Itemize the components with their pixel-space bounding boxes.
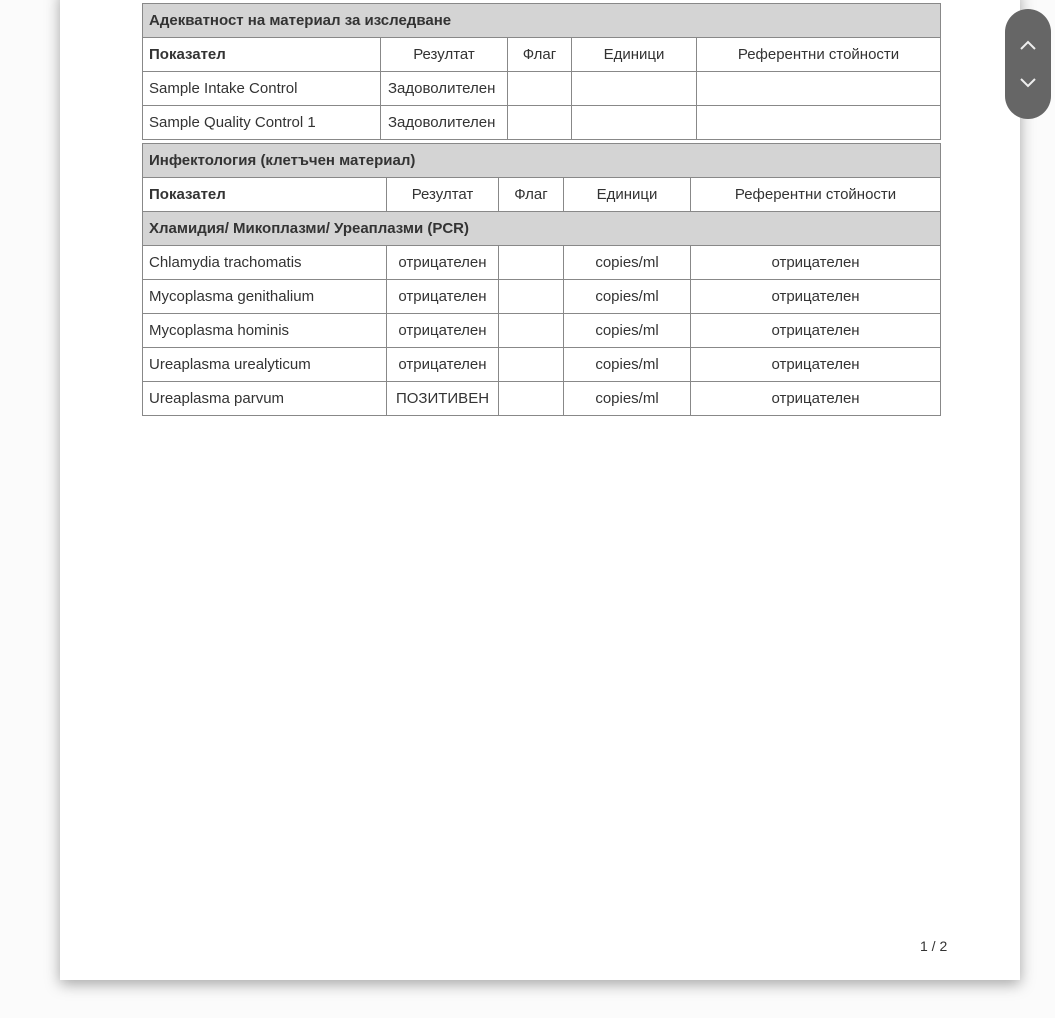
table-cell: copies/ml xyxy=(564,280,691,314)
table-cell: Sample Intake Control xyxy=(143,72,381,106)
table-cell: Mycoplasma genithalium xyxy=(143,280,387,314)
header-cell: Референтни стойности xyxy=(691,178,941,212)
table-cell: copies/ml xyxy=(564,246,691,280)
table-cell: отрицателен xyxy=(691,314,941,348)
table-row xyxy=(143,246,941,280)
section-title: Адекватност на материал за изследване xyxy=(143,4,941,38)
table-cell xyxy=(499,382,564,416)
header-cell: Флаг xyxy=(499,178,564,212)
table-row xyxy=(143,348,941,382)
table-cell: copies/ml xyxy=(564,314,691,348)
table-cell: отрицателен xyxy=(691,246,941,280)
table-cell: Ureaplasma urealyticum xyxy=(143,348,387,382)
chevron-up-icon[interactable] xyxy=(1018,35,1038,55)
table-cell: отрицателен xyxy=(691,348,941,382)
table-cell xyxy=(572,72,697,106)
header-cell: Резултат xyxy=(387,178,499,212)
table-cell xyxy=(499,246,564,280)
chevron-down-icon[interactable] xyxy=(1018,72,1038,92)
header-row xyxy=(143,38,941,72)
document-page xyxy=(60,0,1020,980)
header-cell: Единици xyxy=(572,38,697,72)
table-cell xyxy=(499,314,564,348)
header-cell: Единици xyxy=(564,178,691,212)
table-row xyxy=(143,106,941,140)
header-cell: Резултат xyxy=(381,38,508,72)
table-cell: Задоволителен xyxy=(381,72,508,106)
header-row xyxy=(143,178,941,212)
header-cell: Референтни стойности xyxy=(697,38,941,72)
table-cell: Chlamydia trachomatis xyxy=(143,246,387,280)
table-cell xyxy=(508,72,572,106)
header-cell: Флаг xyxy=(508,38,572,72)
table-row xyxy=(143,72,941,106)
infectology-table xyxy=(142,143,941,416)
table-cell xyxy=(572,106,697,140)
table-cell: Ureaplasma parvum xyxy=(143,382,387,416)
table-row xyxy=(143,280,941,314)
table-cell xyxy=(697,106,941,140)
page-navigation xyxy=(1005,9,1051,119)
page-number: 1 / 2 xyxy=(920,938,948,954)
header-cell: Показател xyxy=(143,38,381,72)
table-cell: отрицателен xyxy=(387,280,499,314)
table-cell: Задоволителен xyxy=(381,106,508,140)
table-row xyxy=(143,314,941,348)
table-cell xyxy=(499,348,564,382)
table-cell: ПОЗИТИВЕН xyxy=(387,382,499,416)
table-cell: copies/ml xyxy=(564,382,691,416)
table-row xyxy=(143,382,941,416)
table-cell: Sample Quality Control 1 xyxy=(143,106,381,140)
specimen-adequacy-table xyxy=(142,3,941,140)
table-cell: отрицателен xyxy=(691,280,941,314)
table-cell xyxy=(499,280,564,314)
header-cell: Показател xyxy=(143,178,387,212)
table-cell xyxy=(697,72,941,106)
table-cell: отрицателен xyxy=(387,246,499,280)
section-title: Инфектология (клетъчен материал) xyxy=(143,144,941,178)
table-cell: copies/ml xyxy=(564,348,691,382)
table-cell xyxy=(508,106,572,140)
table-cell: Mycoplasma hominis xyxy=(143,314,387,348)
subsection-title: Хламидия/ Микоплазми/ Уреаплазми (PCR) xyxy=(143,212,941,246)
table-cell: отрицателен xyxy=(387,348,499,382)
table-cell: отрицателен xyxy=(691,382,941,416)
table-cell: отрицателен xyxy=(387,314,499,348)
